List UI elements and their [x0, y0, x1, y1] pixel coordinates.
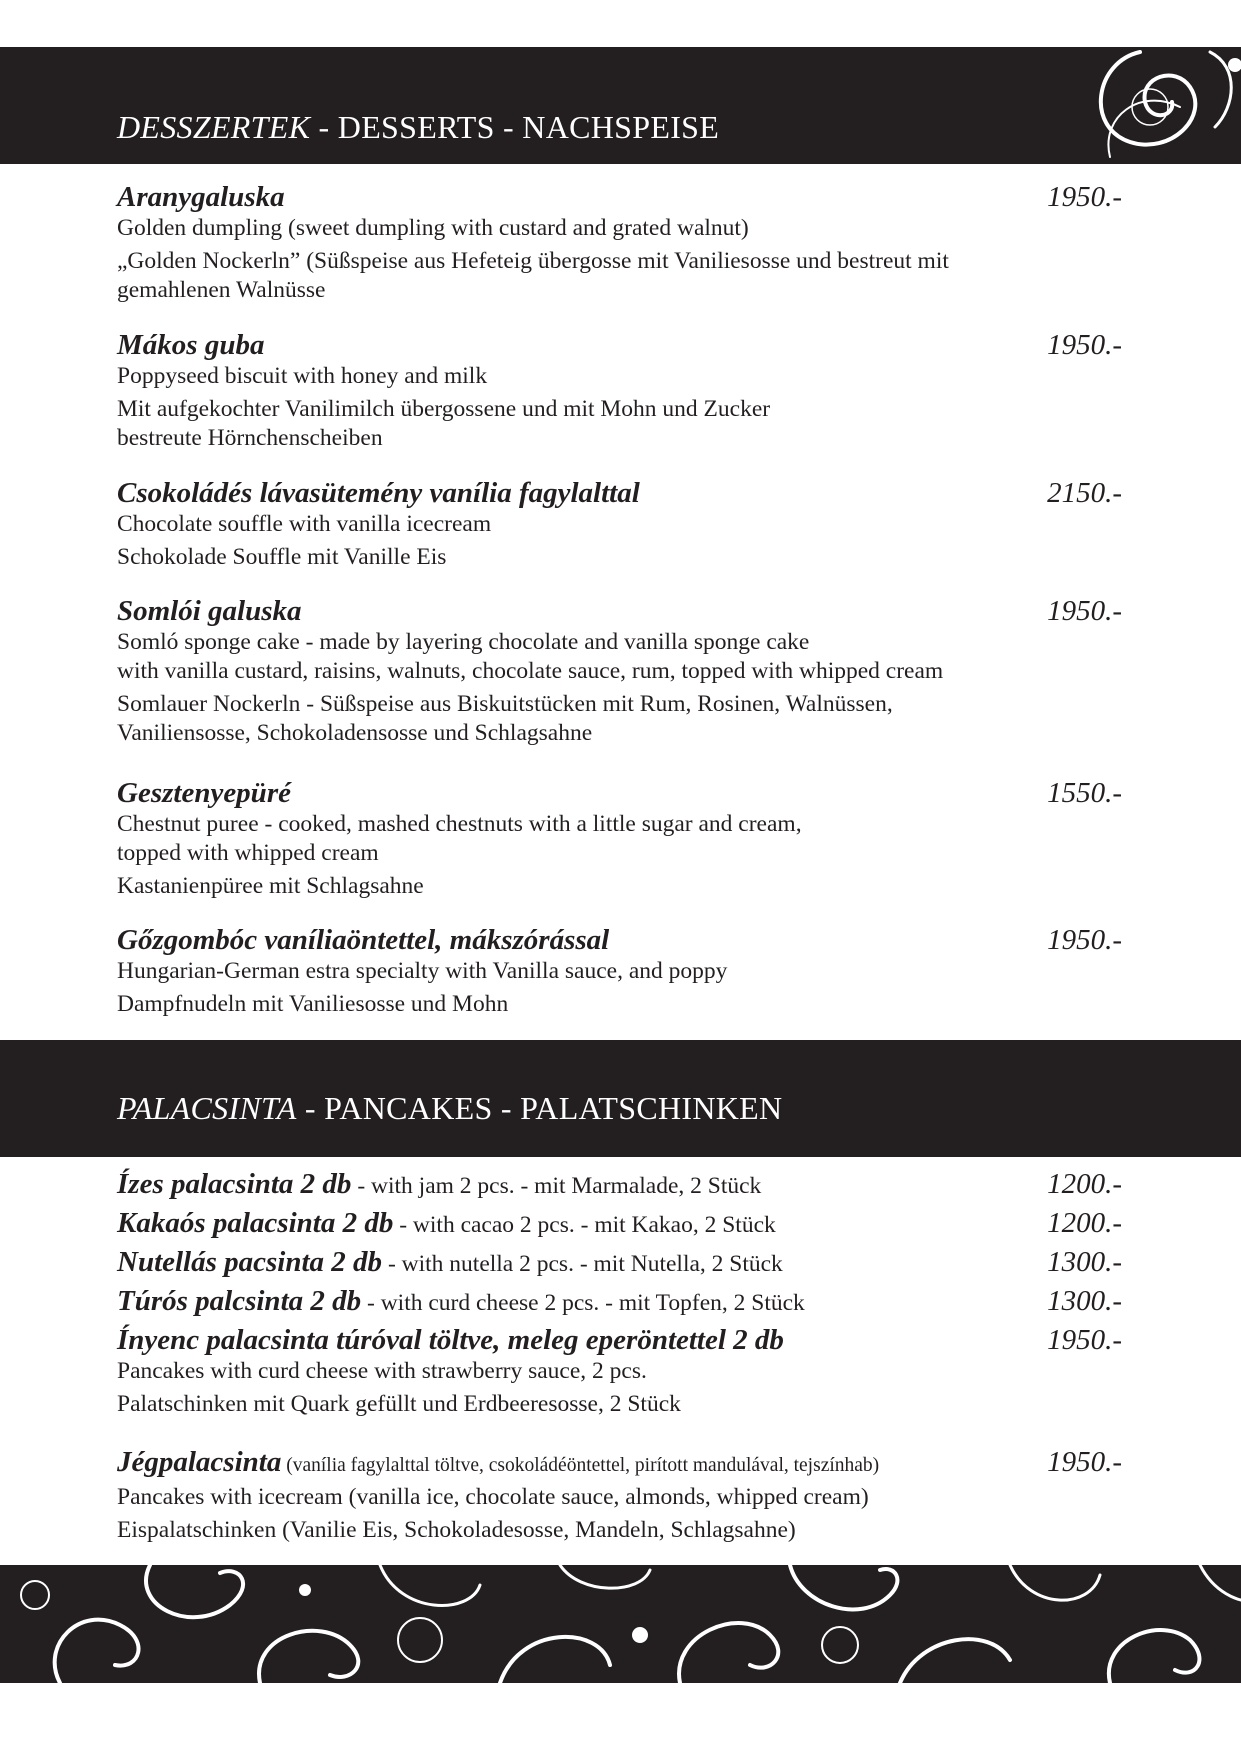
item-inline-desc: - with cacao 2 pcs. - mit Kakao, 2 Stück	[393, 1212, 776, 1238]
item-price: 1300.-	[1047, 1285, 1122, 1317]
item-desc-de: Schokolade Souffle mit Vanille Eis	[117, 544, 447, 570]
item-desc-en: Somló sponge cake - made by layering chocolate and vanilla sponge cake with vanilla custard, raisins, walnuts, chocolate sauce, rum, topped with whipped cream	[117, 629, 944, 684]
item-price: 1950.-	[1047, 595, 1122, 627]
desserts-header-band	[0, 47, 1241, 164]
item-desc-en: Chocolate souffle with vanilla icecream	[117, 511, 492, 537]
item-desc-de: Dampfnudeln mit Vaniliesosse und Mohn	[117, 991, 509, 1017]
item-name: Ízes palacsinta 2 db - with jam 2 pcs. - mit Marmalade, 2 Stück	[117, 1168, 762, 1200]
item-name: Mákos guba	[117, 329, 265, 361]
pancake-item-izes	[117, 1167, 1122, 1203]
item-name: Gesztenyepüré	[117, 777, 291, 809]
item-desc-en: Pancakes with curd cheese with strawberry sauce, 2 pcs.	[117, 1358, 647, 1384]
item-name: Aranygaluska	[117, 181, 285, 213]
item-name: Túrós palcsinta 2 db - with curd cheese 2 pcs. - mit Topfen, 2 Stück	[117, 1285, 805, 1317]
item-name: Somlói galuska	[117, 595, 302, 627]
item-price: 1200.-	[1047, 1207, 1122, 1239]
desserts-heading-rest: - DESSERTS - NACHSPEISE	[310, 109, 720, 145]
pancake-item-jegpalacsinta	[117, 1445, 1122, 1545]
pancake-item-turos	[117, 1284, 1122, 1320]
pancake-item-nutellas	[117, 1245, 1122, 1281]
item-inline-desc: - with curd cheese 2 pcs. - mit Topfen, 2 Stück	[361, 1290, 805, 1316]
pancakes-heading-rest: - PANCAKES - PALATSCHINKEN	[296, 1090, 783, 1126]
item-name: Ínyenc palacsinta túróval töltve, meleg eperöntettel 2 db	[117, 1324, 784, 1356]
dessert-item-aranygaluska	[117, 180, 1122, 305]
item-name: Kakaós palacsinta 2 db - with cacao 2 pcs. - mit Kakao, 2 Stück	[117, 1207, 776, 1239]
desserts-heading	[117, 109, 719, 146]
footer-swirl-band	[0, 1565, 1241, 1683]
item-desc-de: Kastanienpüree mit Schlagsahne	[117, 873, 424, 899]
item-inline-desc: - with nutella 2 pcs. - mit Nutella, 2 Stück	[382, 1251, 783, 1277]
item-inline-desc: - with jam 2 pcs. - mit Marmalade, 2 Stück	[351, 1173, 762, 1199]
item-price: 1550.-	[1047, 777, 1122, 809]
swirl-pattern-icon	[0, 1565, 1241, 1683]
pancake-item-inyenc	[117, 1323, 1122, 1419]
item-name: Nutellás pacsinta 2 db - with nutella 2 pcs. - mit Nutella, 2 Stück	[117, 1246, 783, 1278]
item-desc-en: Poppyseed biscuit with honey and milk	[117, 363, 488, 389]
swirl-ornament-icon	[1040, 47, 1241, 164]
item-desc-en: Golden dumpling (sweet dumpling with custard and grated walnut)	[117, 215, 749, 241]
desserts-heading-hu: DESSZERTEK	[117, 109, 311, 145]
item-desc-de: Palatschinken mit Quark gefüllt und Erdbeeresosse, 2 Stück	[117, 1391, 681, 1417]
item-price: 1950.-	[1047, 924, 1122, 956]
item-desc-de: Somlauer Nockerln - Süßspeise aus Biskuitstücken mit Rum, Rosinen, Walnüssen, Vaniliensosse, Schokoladensosse und Schlagsahne	[117, 691, 893, 746]
item-price: 1200.-	[1047, 1168, 1122, 1200]
item-desc-en: Pancakes with icecream (vanilla ice, chocolate sauce, almonds, whipped cream)	[117, 1484, 869, 1510]
dessert-item-gesztenyepure	[117, 776, 1122, 901]
item-price: 1950.-	[1047, 181, 1122, 213]
dessert-item-somloi-galuska	[117, 594, 1122, 748]
item-name: Csokoládés lávasütemény vanília fagylalttal	[117, 477, 640, 509]
item-price: 2150.-	[1047, 477, 1122, 509]
item-desc-de: Eispalatschinken (Vanilie Eis, Schokoladesosse, Mandeln, Schlagsahne)	[117, 1517, 796, 1543]
item-price: 1950.-	[1047, 1446, 1122, 1478]
item-price: 1950.-	[1047, 1324, 1122, 1356]
item-name: Gőzgombóc vaníliaöntettel, mákszórással	[117, 924, 610, 956]
item-desc-en: Hungarian-German estra specialty with Vanilla sauce, and poppy	[117, 958, 728, 984]
item-desc-de: „Golden Nockerln” (Süßspeise aus Hefeteig übergosse mit Vaniliesosse und bestreut mit gemahlenen Walnüsse	[117, 248, 949, 303]
item-desc-de: Mit aufgekochter Vanilimilch übergossene und mit Mohn und Zucker bestreute Hörnchenscheiben	[117, 396, 771, 451]
item-desc-en: Chestnut puree - cooked, mashed chestnuts with a little sugar and cream, topped with whipped cream	[117, 811, 802, 866]
dessert-item-gozgomboc	[117, 923, 1122, 1019]
pancakes-header-band	[0, 1040, 1241, 1157]
item-price: 1950.-	[1047, 329, 1122, 361]
pancakes-heading-hu: PALACSINTA	[117, 1090, 297, 1126]
pancakes-heading	[117, 1090, 782, 1127]
item-price: 1300.-	[1047, 1246, 1122, 1278]
item-inline-desc: (vanília fagylalttal töltve, csokoládéöntettel, pirított mandulával, tejszínhab)	[281, 1455, 880, 1476]
item-name: Jégpalacsinta (vanília fagylalttal töltve, csokoládéöntettel, pirított mandulával, tejszínhab)	[117, 1446, 880, 1478]
dessert-item-lavasutemeny	[117, 476, 1122, 572]
dessert-item-makos-guba	[117, 328, 1122, 453]
pancake-item-kakaos	[117, 1206, 1122, 1242]
